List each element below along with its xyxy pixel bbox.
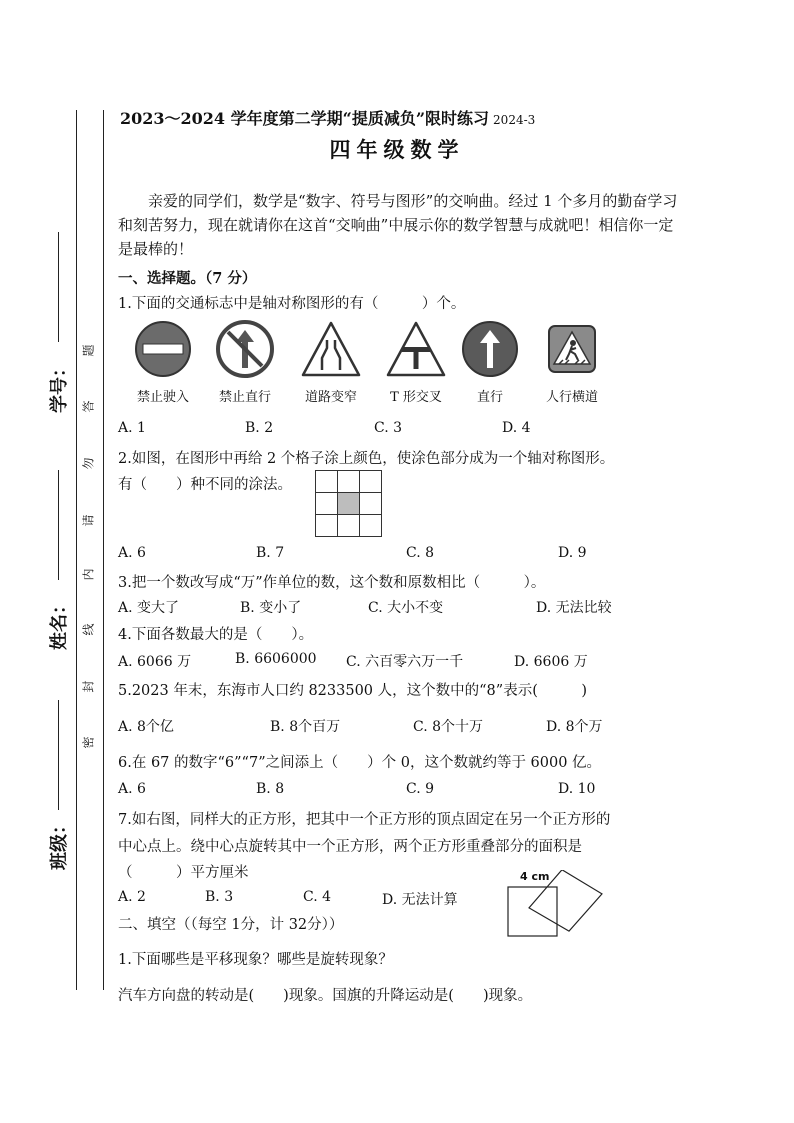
grid-cell[interactable] xyxy=(316,515,338,537)
sign-label: T 形交叉 xyxy=(390,390,442,405)
q1-option-c[interactable]: C. 3 xyxy=(374,420,403,436)
crosswalk-icon xyxy=(543,320,601,378)
no-entry-icon xyxy=(134,320,192,378)
sign-no-straight xyxy=(205,320,285,405)
grid-cell[interactable] xyxy=(338,471,360,493)
q7-figure-label: 4 cm xyxy=(520,870,550,883)
q2-option-c[interactable]: C. 8 xyxy=(406,545,435,561)
q6-option-a[interactable]: A. 6 xyxy=(118,781,146,797)
grid-cell[interactable] xyxy=(360,471,382,493)
q6-option-c[interactable]: C. 9 xyxy=(406,781,435,797)
q5-option-a[interactable]: A. 8个亿 xyxy=(118,719,174,735)
sign-label: 道路变窄 xyxy=(304,390,357,405)
q1-text: 1.下面的交通标志中是轴对称图形的有（ ）个。 xyxy=(118,296,466,312)
grid-cell-shaded xyxy=(338,493,360,515)
q7-option-a[interactable]: A. 2 xyxy=(118,889,146,905)
q3-text: 3.把一个数改写成“万”作单位的数，这个数和原数相比（ ）。 xyxy=(118,575,546,591)
sign-no-entry xyxy=(123,320,203,405)
q5-text: 5.2023 年末，东海市人口约 8233500 人，这个数中的“8”表示( ) xyxy=(118,683,588,699)
q2-text: 2.如图，在图形中再给 2 个格子涂上颜色，使涂色部分成为一个轴对称图形。 xyxy=(118,451,615,467)
sign-label: 人行横道 xyxy=(545,390,598,405)
binding-line-outer xyxy=(76,110,77,990)
s2-q1-text: 1.下面哪些是平移现象？哪些是旋转现象？ xyxy=(118,952,393,968)
q7-text-line2: 中心点上。绕中心点旋转其中一个正方形，两个正方形重叠部分的面积是 xyxy=(118,839,582,855)
section2-heading: 二、填空（（每空 1分，计 32分）） xyxy=(118,917,344,933)
name-label: 姓名： xyxy=(49,596,70,650)
q4-option-c[interactable]: C. 六百零六万一千 xyxy=(346,654,464,670)
seal-char: 线 xyxy=(81,623,96,636)
student-id-label: 学号： xyxy=(49,359,70,413)
class-field[interactable] xyxy=(58,700,59,810)
q7-figure xyxy=(498,870,608,940)
sign-t-junction xyxy=(376,320,456,405)
q2-text-continued: 有（ ）种不同的涂法。 xyxy=(118,477,292,493)
exam-title xyxy=(120,106,720,129)
q3-option-a[interactable]: A. 变大了 xyxy=(118,600,180,616)
section1-heading: 一、选择题。（7 分） xyxy=(118,270,257,287)
road-narrows-icon xyxy=(300,320,362,378)
q2-option-b[interactable]: B. 7 xyxy=(256,545,285,561)
seal-char: 请 xyxy=(81,514,96,527)
q4-option-d[interactable]: D. 6606 万 xyxy=(514,654,588,670)
go-straight-icon xyxy=(461,320,519,378)
q7-option-b[interactable]: B. 3 xyxy=(205,889,234,905)
t-junction-icon xyxy=(385,320,447,378)
q4-text: 4.下面各数最大的是（ ）。 xyxy=(118,627,314,643)
exam-title-text: 2023～2024 学年度第二学期“提质减负”限时练习 xyxy=(120,109,490,128)
class-label: 班级： xyxy=(49,816,70,870)
seal-char: 题 xyxy=(81,344,96,357)
q1-option-b[interactable]: B. 2 xyxy=(245,420,274,436)
q3-option-d[interactable]: D. 无法比较 xyxy=(536,600,612,616)
seal-char: 答 xyxy=(81,400,96,413)
seal-char: 密 xyxy=(81,736,96,749)
q3-option-b[interactable]: B. 变小了 xyxy=(240,600,302,616)
sign-crosswalk xyxy=(532,320,612,405)
s2-q1-line: 汽车方向盘的转动是( )现象。国旗的升降运动是( )现象。 xyxy=(118,988,533,1004)
q3-option-c[interactable]: C. 大小不变 xyxy=(368,600,444,616)
seal-char: 内 xyxy=(81,568,96,581)
q4-option-a[interactable]: A. 6066 万 xyxy=(118,654,192,670)
q6-option-d[interactable]: D. 10 xyxy=(558,781,596,797)
q5-option-d[interactable]: D. 8个万 xyxy=(546,719,603,735)
grid-cell[interactable] xyxy=(360,493,382,515)
q1-option-d[interactable]: D. 4 xyxy=(502,420,531,436)
q1-option-a[interactable]: A. 1 xyxy=(118,420,146,436)
q2-option-a[interactable]: A. 6 xyxy=(118,545,146,561)
binding-line-inner xyxy=(103,110,104,990)
q4-option-b[interactable]: B. 6606000 xyxy=(235,651,317,667)
q6-text: 6.在 67 的数字“6”“7”之间添上（ ）个 0，这个数就约等于 6000 亿。 xyxy=(118,755,602,771)
q2-option-d[interactable]: D. 9 xyxy=(558,545,587,561)
q7-text-line1: 7.如右图，同样大的正方形，把其中一个正方形的顶点固定在另一个正方形的 xyxy=(118,812,611,828)
sign-label: 禁止直行 xyxy=(218,390,271,405)
sign-label: 直行 xyxy=(476,390,503,405)
q5-option-c[interactable]: C. 8个十万 xyxy=(413,719,484,735)
sign-road-narrows xyxy=(291,320,371,405)
sign-label: 禁止驶入 xyxy=(136,390,189,405)
seal-char: 封 xyxy=(81,680,96,693)
grid-cell[interactable] xyxy=(316,471,338,493)
name-field[interactable] xyxy=(58,470,59,580)
q2-grid xyxy=(315,470,382,537)
grid-cell[interactable] xyxy=(316,493,338,515)
q5-option-b[interactable]: B. 8个百万 xyxy=(270,719,341,735)
grid-cell[interactable] xyxy=(338,515,360,537)
intro-paragraph: 亲爱的同学们，数学是“数字、符号与图形”的交响曲。经过 1 个多月的勤奋学习和刻苦努力，现在就请你在这首“交响曲”中展示你的数学智慧与成就吧！相信你一定是最棒的！ xyxy=(118,192,678,258)
q7-text-line3: （ ）平方厘米 xyxy=(118,865,249,881)
q6-option-b[interactable]: B. 8 xyxy=(256,781,285,797)
exam-date: 2024-3 xyxy=(493,113,536,127)
sign-go-straight xyxy=(450,320,530,405)
no-straight-icon xyxy=(216,320,274,378)
grid-cell[interactable] xyxy=(360,515,382,537)
exam-subtitle: 四年级数学 xyxy=(329,137,465,162)
q7-option-c[interactable]: C. 4 xyxy=(303,889,332,905)
q7-option-d[interactable]: D. 无法计算 xyxy=(382,892,458,908)
overlapping-squares-figure xyxy=(498,870,608,940)
student-id-field[interactable] xyxy=(58,232,59,342)
seal-char: 勿 xyxy=(81,457,96,470)
